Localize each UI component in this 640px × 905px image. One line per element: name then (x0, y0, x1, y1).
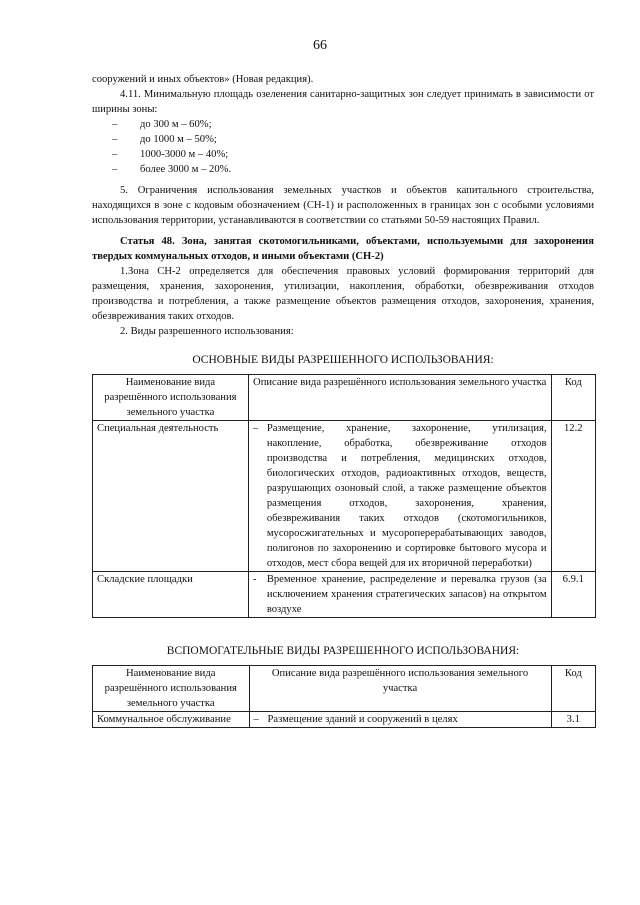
description-text: Размещение зданий и сооружений в целях (267, 714, 458, 725)
column-header: Описание вида разрешённого использования земельного участка (248, 375, 551, 421)
page-number: 66 (313, 38, 327, 53)
dash-mark: - (252, 574, 257, 585)
table-row (93, 712, 596, 728)
description-text: Временное хранение, распределение и перевалка грузов (за исключением хранения стратегических запасов) на открытом воздухе (266, 574, 547, 615)
paragraph: 4.11. Минимальную площадь озеленения санитарно-защитных зон следует принимать в зависимости от ширины зоны: (92, 89, 594, 115)
use-name: Коммунальное обслуживание (93, 712, 250, 728)
table-header-row (93, 666, 596, 712)
column-header: Код (551, 666, 595, 712)
use-name: Специальная деятельность (93, 421, 249, 572)
use-description (249, 712, 551, 728)
use-description (248, 421, 551, 572)
use-description (248, 572, 551, 618)
main-uses-table (92, 374, 596, 618)
use-name: Складские площадки (93, 572, 249, 618)
list-item: – до 300 м – 60%; (112, 117, 594, 132)
document-body (92, 72, 594, 728)
dash-mark: – (252, 423, 259, 434)
table-row (93, 572, 596, 618)
table-caption: ВСПОМОГАТЕЛЬНЫЕ ВИДЫ РАЗРЕШЕННОГО ИСПОЛЬЗОВАНИЯ: (166, 645, 520, 657)
table-header-row (93, 375, 596, 421)
column-header: Код (551, 375, 595, 421)
article-heading: Статья 48. Зона, занятая скотомогильниками, объектами, используемыми для захоронения твердых коммунальных отходов, и иными объектами (СН-2) (92, 236, 594, 262)
use-code: 3.1 (551, 712, 595, 728)
table-row (93, 421, 596, 572)
dash-mark: – (253, 714, 259, 725)
table-caption: ОСНОВНЫЕ ВИДЫ РАЗРЕШЕННОГО ИСПОЛЬЗОВАНИЯ: (192, 354, 494, 366)
paragraph: 1.Зона СН-2 определяется для обеспечения правовых условий формирования территорий для размещения, хранения, захоронения, утилизации, накопления, обработки, обезвреживания отходов производства и потребления, а также размещение объектов размещения отходов, захоронения, хранения, обезвреживания таких отходов. (92, 266, 594, 322)
paragraph: сооружений и иных объектов» (Новая редакция). (92, 74, 314, 85)
column-header: Наименование вида разрешённого использования земельного участка (93, 666, 250, 712)
list-item: – более 3000 м – 20%. (112, 162, 594, 177)
column-header: Наименование вида разрешённого использования земельного участка (93, 375, 249, 421)
paragraph: 2. Виды разрешенного использования: (120, 326, 294, 337)
auxiliary-uses-table (92, 665, 596, 728)
list-item: – до 1000 м – 50%; (112, 132, 594, 147)
use-code: 12.2 (551, 421, 595, 572)
dash-list (92, 117, 594, 177)
description-text: Размещение, хранение, захоронение, утилизация, накопление, обработка, обезвреживание отходов производства и потребления, медицинских отходов, биологических отходов, радиоактивных отходов, веществ, разрушающих озоновый слой, а также размещение объектов размещения отходов, захоронения, хранения, обезвреживания таких отходов (скотомогильников, мусоросжигательных и мусороперерабатывающих заводов, полигонов по захоронению и сортировке бытового мусора и отходов, мест сбора вещей для их вторичной переработки) (266, 423, 547, 569)
use-code: 6.9.1 (551, 572, 595, 618)
paragraph: 5. Ограничения использования земельных участков и объектов капитального строительства, находящихся в зоне с кодовым обозначением (СН-1) и расположенных в границах зон с особыми условиями использования территории, устанавливаются в соответствии со статьями 50-59 настоящих Правил. (92, 185, 594, 226)
list-item: – 1000-3000 м – 40%; (112, 147, 594, 162)
column-header: Описание вида разрешённого использования земельного участка (249, 666, 551, 712)
